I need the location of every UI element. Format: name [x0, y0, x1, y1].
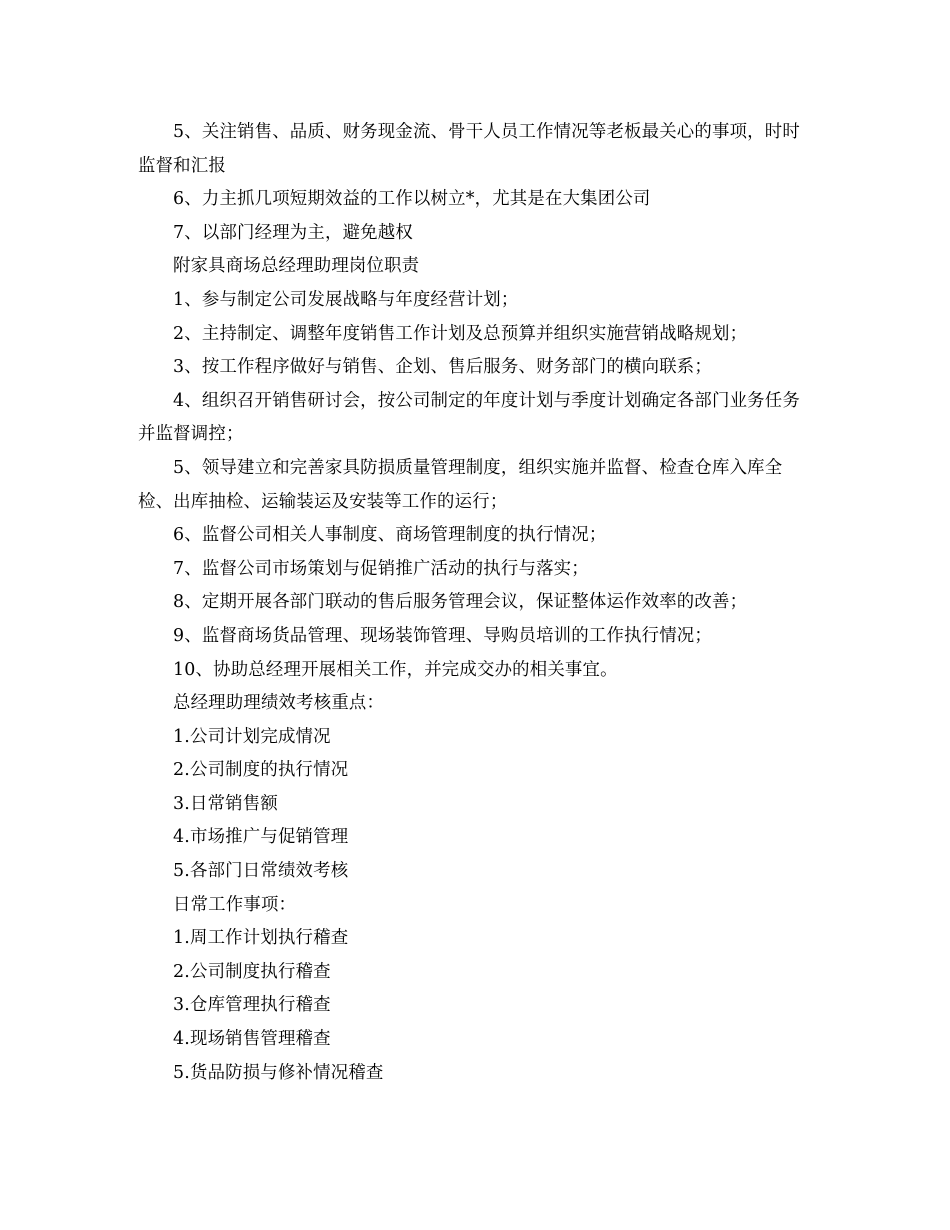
paragraph: 6、监督公司相关人事制度、商场管理制度的执行情况；	[173, 525, 607, 546]
paragraph: 5、关注销售、品质、财务现金流、骨干人员工作情况等老板最关心的事项，时时监督和汇报	[138, 122, 800, 176]
list-item: 5.各部门日常绩效考核	[173, 861, 349, 882]
paragraph: 10、协助总经理开展相关工作，并完成交办的相关事宜。	[173, 659, 618, 680]
list-item: 3.日常销售额	[173, 793, 278, 814]
paragraph: 7、监督公司市场策划与促销推广活动的执行与落实；	[173, 558, 589, 579]
paragraph: 8、定期开展各部门联动的售后服务管理会议，保证整体运作效率的改善；	[173, 592, 748, 613]
document-body	[138, 116, 816, 1090]
list-item: 3.仓库管理执行稽查	[173, 995, 331, 1016]
section-heading: 总经理助理绩效考核重点：	[173, 693, 385, 714]
paragraph: 1、参与制定公司发展战略与年度经营计划；	[173, 289, 519, 310]
paragraph: 7、以部门经理为主，避免越权	[173, 222, 413, 243]
paragraph: 4、组织召开销售研讨会，按公司制定的年度计划与季度计划确定各部门业务任务并监督调控；	[138, 390, 800, 445]
list-item: 2.公司制度执行稽查	[173, 961, 331, 982]
list-item: 1.周工作计划执行稽查	[173, 928, 349, 949]
section-heading: 附家具商场总经理助理岗位职责	[173, 256, 420, 277]
list-item: 4.现场销售管理稽查	[173, 1029, 331, 1050]
list-item: 1.公司计划完成情况	[173, 726, 331, 747]
list-item: 2.公司制度的执行情况	[173, 760, 349, 781]
paragraph: 2、主持制定、调整年度销售工作计划及总预算并组织实施营销战略规划；	[173, 323, 748, 344]
list-item: 4.市场推广与促销管理	[173, 827, 349, 848]
section-heading: 日常工作事项：	[173, 894, 297, 915]
list-item: 5.货品防损与修补情况稽查	[173, 1062, 384, 1083]
paragraph: 9、监督商场货品管理、现场装饰管理、导购员培训的工作执行情况；	[173, 625, 712, 646]
paragraph: 3、按工作程序做好与销售、企划、售后服务、财务部门的横向联系；	[173, 357, 712, 378]
paragraph: 6、力主抓几项短期效益的工作以树立*，尤其是在大集团公司	[173, 189, 651, 210]
paragraph: 5、领导建立和完善家具防损质量管理制度，组织实施并监督、检查仓库入库全检、出库抽检、运输装运及安装等工作的运行；	[138, 457, 783, 512]
